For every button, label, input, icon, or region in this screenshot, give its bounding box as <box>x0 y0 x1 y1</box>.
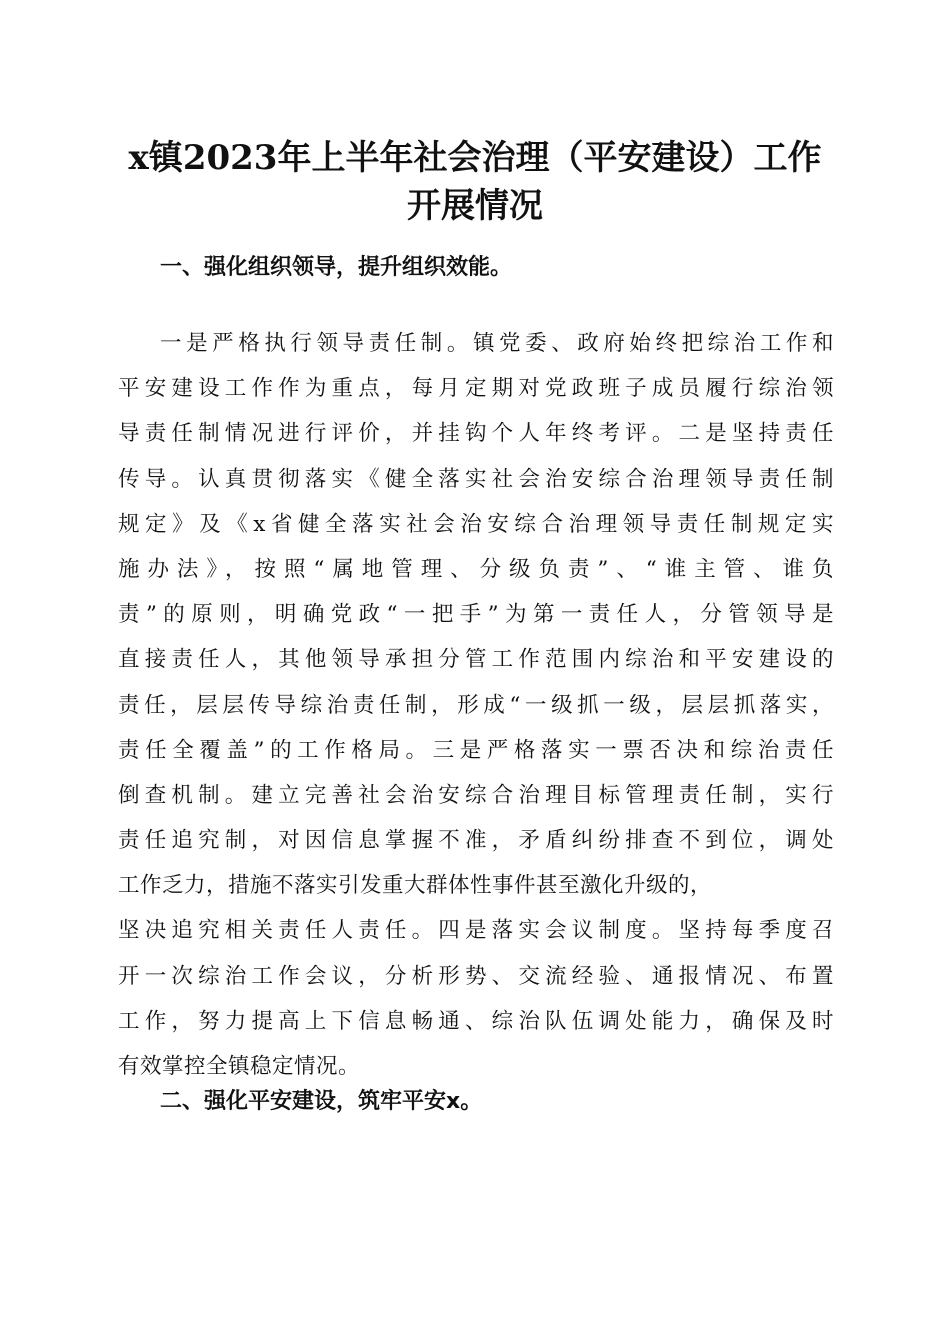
paragraph-line: 施办法》，按照“属地管理、分级负责”、“谁主管、谁负 <box>118 556 834 582</box>
section-heading-1: 一、强化组织领导，提升组织效能。 <box>160 255 513 280</box>
paragraph-line: 导责任制情况进行评价，并挂钩个人年终考评。二是坚持责任 <box>118 421 834 447</box>
paragraph-line: 工作，努力提高上下信息畅通、综治队伍调处能力，确保及时 <box>118 1008 834 1034</box>
paragraph-1 <box>118 321 834 1089</box>
paragraph-line: 责任，层层传导综治责任制，形成“一级抓一级，层层抓落实， <box>118 692 834 718</box>
paragraph-line: 一是严格执行领导责任制。镇党委、政府始终把综治工作和 <box>160 331 834 356</box>
paragraph-line: 有效掌控全镇稳定情况。 <box>118 1054 361 1079</box>
paragraph-line: 责任全覆盖”的工作格局。三是严格落实一票否决和综治责任 <box>118 737 834 763</box>
section-heading-2: 二、强化平安建设，筑牢平安x。 <box>160 1089 483 1114</box>
paragraph-line: 责”的原则，明确党政“一把手”为第一责任人，分管领导是 <box>118 602 834 628</box>
paragraph-line: 规定》及《x省健全落实社会治安综合治理领导责任制规定实 <box>118 511 834 537</box>
document-title-line-1: x镇2023年上半年社会治理（平安建设）工作 <box>128 138 822 178</box>
paragraph-line: 责任追究制，对因信息掌握不准，矛盾纠纷排查不到位，调处 <box>118 828 834 854</box>
paragraph-line: 开一次综治工作会议，分析形势、交流经验、通报情况、布置 <box>118 963 834 989</box>
paragraph-line: 倒查机制。建立完善社会治安综合治理目标管理责任制，实行 <box>118 782 834 808</box>
paragraph-line: 直接责任人，其他领导承担分管工作范围内综治和平安建设的 <box>118 647 834 673</box>
paragraph-line: 坚决追究相关责任人责任。四是落实会议制度。坚持每季度召 <box>118 918 834 944</box>
paragraph-line: 传导。认真贯彻落实《健全落实社会治安综合治理领导责任制 <box>118 466 834 492</box>
paragraph-line: 工作乏力，措施不落实引发重大群体性事件甚至激化升级的， <box>118 873 713 899</box>
paragraph-line: 平安建设工作作为重点，每月定期对党政班子成员履行综治领 <box>118 376 834 402</box>
document-title-line-2: 开展情况 <box>407 186 543 226</box>
